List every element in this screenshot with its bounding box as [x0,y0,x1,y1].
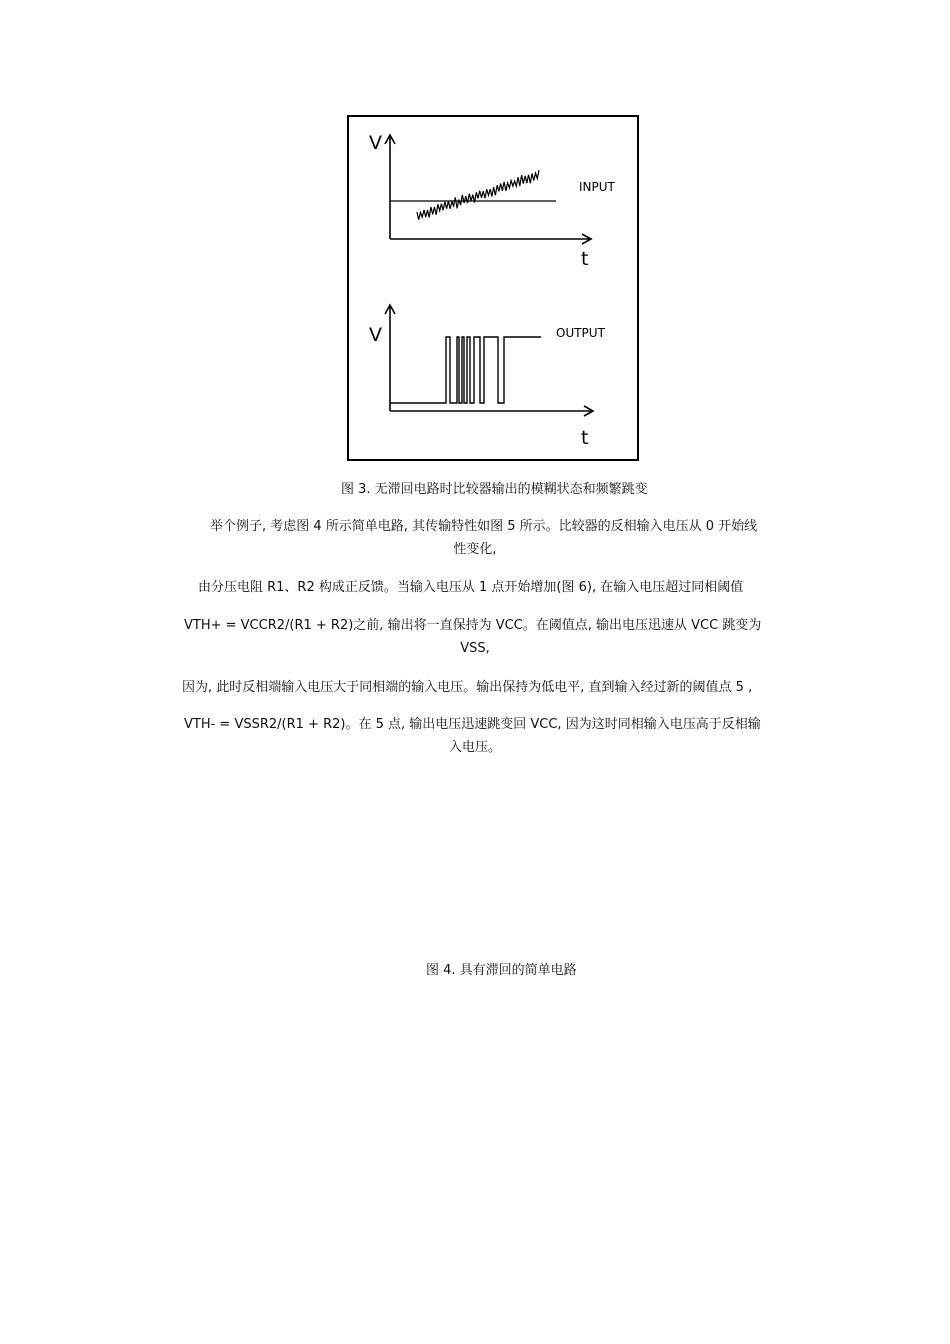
paragraph-3-line-1: VTH+ = VCCR2/(R1 + R2)之前, 输出将一直保持为 VCC。在阈值点, 输出电压迅速从 VCC 跳变为 [184,618,762,633]
output-graph [369,305,606,449]
paragraph-5-line-2: 入电压。 [448,740,501,755]
figure-3 [347,115,639,461]
paragraph-4: 因为, 此时反相端输入电压大于同相端的输入电压。输出保持为低电平, 直到输入经过新的阈值点 5 , [182,680,753,695]
output-signal-label: OUTPUT [556,326,605,340]
input-graph [369,132,616,270]
output-y-axis-label: V [369,324,382,346]
input-noisy-signal [417,170,539,220]
paragraph-1-line-1: 举个例子, 考虑图 4 所示简单电路, 其传输特性如图 5 所示。比较器的反相输入电压从 0 开始线 [210,519,758,534]
paragraph-3-line-2: VSS, [460,641,490,656]
input-y-axis-label: V [369,132,382,154]
paragraph-5-line-1: VTH- = VSSR2/(R1 + R2)。在 5 点, 输出电压迅速跳变回 VCC, 因为这时同相输入电压高于反相输 [184,717,761,732]
figure-3-caption: 图 3. 无滞回电路时比较器输出的模糊状态和频繁跳变 [341,482,648,497]
input-x-axis-label: t [581,248,589,270]
output-square-signal [390,337,541,403]
output-x-axis-label: t [581,427,589,449]
input-signal-label: INPUT [579,180,615,194]
paragraph-2: 由分压电阻 R1、R2 构成正反馈。当输入电压从 1 点开始增加(图 6), 在输入电压超过同相阈值 [198,580,744,595]
figure-4-caption: 图 4. 具有滞回的简单电路 [426,963,577,978]
paragraph-1-line-2: 性变化, [453,542,497,557]
figure-3-drawing [349,117,641,463]
